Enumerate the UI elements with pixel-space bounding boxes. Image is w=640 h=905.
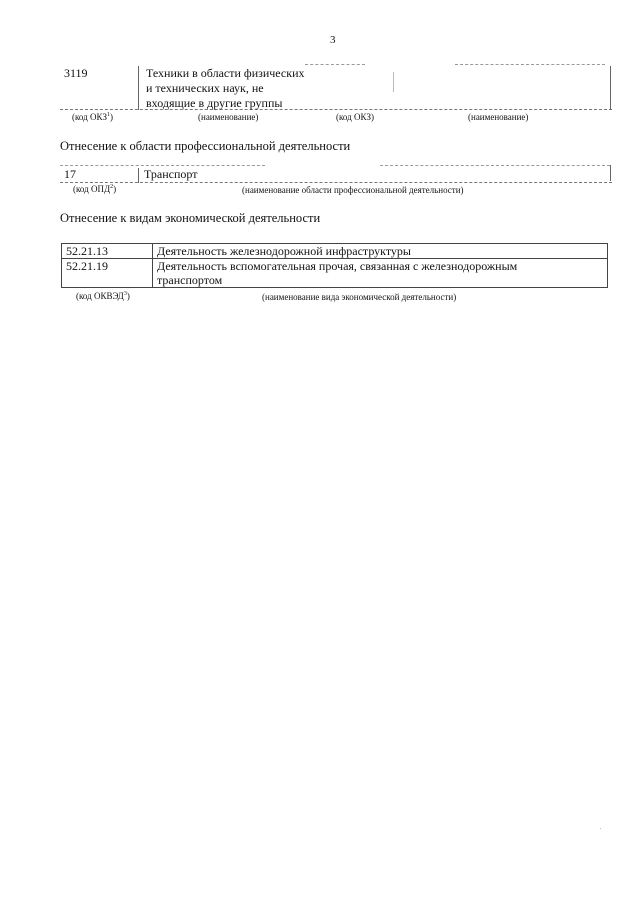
- okz-top-dash: [305, 64, 365, 65]
- caption-text: ): [126, 291, 130, 301]
- okz-name2-caption: (наименование): [468, 112, 529, 122]
- okz-code: 3119: [64, 66, 88, 80]
- caption-text: ): [110, 112, 113, 122]
- okz-name-caption: (наименование): [198, 112, 259, 122]
- opd-name-caption: (наименование области профессиональной деятельности): [242, 185, 464, 195]
- footnote-mark: 1: [107, 112, 110, 118]
- okved-name-line: Деятельность железнодорожной инфраструктуры: [157, 244, 411, 258]
- caption-text: ): [113, 184, 117, 194]
- page-number: 3: [330, 34, 336, 46]
- okz-divider: [393, 72, 394, 92]
- caption-text: (код ОПД: [73, 184, 111, 194]
- okz-name-line: Техники в области физических: [146, 66, 305, 80]
- table-row: [62, 259, 608, 288]
- opd-divider: [610, 165, 611, 181]
- okved-name-line: Деятельность вспомогательная прочая, связанная с железнодорожным: [157, 259, 518, 273]
- caption-text: (код ОКЗ: [72, 112, 107, 122]
- opd-name: Транспорт: [144, 167, 198, 181]
- okved-code: 52.21.13: [62, 244, 153, 259]
- okved-code: 52.21.19: [62, 259, 153, 288]
- okz-name: [146, 66, 305, 111]
- okz-divider: [610, 66, 611, 110]
- opd-top-dash: [380, 165, 610, 166]
- scan-speck: [600, 828, 601, 829]
- opd-code-caption: [73, 184, 116, 194]
- opd-row: [60, 165, 612, 183]
- table-row: [62, 244, 608, 259]
- okved-table: [61, 243, 608, 288]
- okved-name: [153, 244, 608, 259]
- okved-heading: Отнесение к видам экономической деятельности: [60, 211, 321, 225]
- okz-bottom-dash: [60, 109, 612, 110]
- okved-code-caption: [76, 291, 130, 301]
- opd-top-dash: [60, 165, 265, 166]
- okz-block: [60, 64, 612, 110]
- okz-code-caption: [72, 112, 113, 122]
- opd-bottom-dash: [60, 182, 612, 183]
- okz-divider: [138, 66, 139, 110]
- okz-top-dash: [455, 64, 605, 65]
- okz-code2-caption: (код ОКЗ): [336, 112, 374, 122]
- okved-name: [153, 259, 608, 288]
- okved-name-line: транспортом: [157, 273, 223, 287]
- caption-text: (код ОКВЭД: [76, 291, 124, 301]
- footnote-mark: 3: [123, 291, 127, 297]
- footnote-mark: 2: [110, 184, 114, 190]
- opd-code: 17: [64, 167, 76, 181]
- okved-name-caption: (наименование вида экономической деятельности): [262, 292, 457, 302]
- opd-divider: [138, 168, 139, 183]
- okz-name-line: входящие в другие группы: [146, 96, 283, 110]
- opd-heading: Отнесение к области профессиональной деятельности: [60, 139, 351, 153]
- okz-name-line: и технических наук, не: [146, 81, 264, 95]
